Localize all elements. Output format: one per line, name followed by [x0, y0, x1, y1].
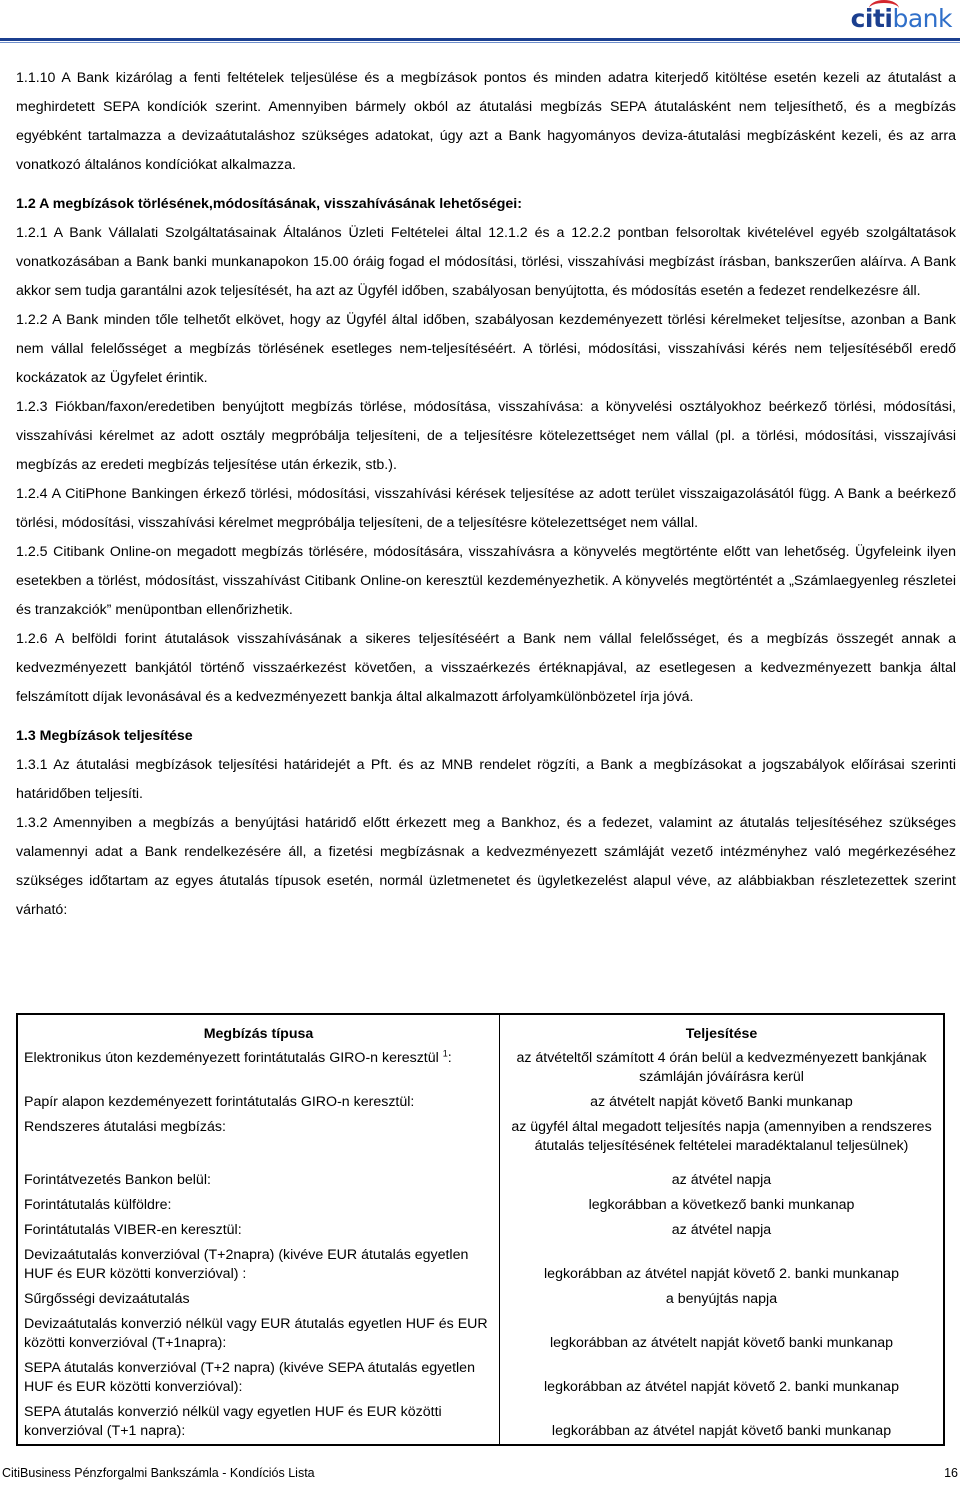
execution-table [16, 1013, 945, 1446]
logo-citi: citi [851, 4, 893, 33]
paragraph-1-3-1: 1.3.1 Az átutalási megbízások teljesítési határidejét a Pft. és az MNB rendelet rögzíti, a Bank a megbízásokat a jogszabályok előírásai szerinti határidőben teljesíti. [16, 757, 956, 802]
paragraph-1-3-2: 1.3.2 Amennyiben a megbízás a benyújtási határidő előtt érkezett meg a Bankhoz, és a fedezet, valamint az átutalás teljesítéséhez szükséges valamennyi adat a Bank rendelkezésére áll, a fizetési megbízásnak a kedvezményezett számláját vezető intézményhez való megérkezéséhez szükséges időtartam az egyes átutalás típusok esetén, normál üzletmenetet és ügyletkezelést alapul véve, az alábbiakban részletezettek szerint várható: [16, 815, 956, 918]
cell-value: legkorábban a következő banki munkanap [588, 1197, 855, 1213]
table-row [17, 1312, 944, 1356]
citibank-logo [851, 4, 952, 34]
table-row [17, 1168, 944, 1193]
page-number: 16 [944, 1466, 958, 1480]
cell-type: Sűrgősségi devizaátutalás [17, 1287, 500, 1312]
cell-value: legkorábban az átvételt napját követő banki munkanap [549, 1335, 894, 1351]
footer-title: CitiBusiness Pénzforgalmi Bankszámla - Kondíciós Lista [2, 1466, 315, 1480]
cell-value: legkorábban az átvétel napját követő banki munkanap [551, 1423, 892, 1439]
heading-1-2: 1.2 A megbízások törlésének,módosításának, visszahívásának lehetőségei: [16, 196, 522, 212]
cell-type: Forintátutalás külföldre: [17, 1193, 500, 1218]
cell-value: legkorábban az átvétel napját követő 2. banki munkanap [544, 1266, 899, 1282]
column-header-type: Megbízás típusa [17, 1014, 500, 1046]
table-row [17, 1115, 944, 1168]
cell-type: Devizaátutalás konverzió nélkül vagy EUR átutalás egyetlen HUF és EUR közötti konverzióval (T+1napra): [17, 1312, 500, 1356]
cell-value: az átvétel napja [671, 1222, 772, 1238]
cell-value: az átvételt napját követő Banki munkanap [590, 1094, 853, 1110]
cell-type: Devizaátutalás konverzióval (T+2napra) (kivéve EUR átutalás egyetlen HUF és EUR közötti konverzióval) : [17, 1243, 500, 1287]
logo-arc-icon [869, 0, 899, 17]
cell-value: a benyújtás napja [665, 1291, 778, 1307]
logo-bank: bank [892, 4, 952, 33]
header-rule [0, 38, 960, 41]
heading-1-3: 1.3 Megbízások teljesítése [16, 728, 193, 744]
table-row [17, 1193, 944, 1218]
paragraph-1-1-10: 1.1.10 A Bank kizárólag a fenti feltételek teljesülése és a megbízások pontos és minden adatra kiterjedő kitöltése esetén kezeli az átutalást a meghirdetett SEPA kondíciók szerint. Amennyiben bármely okból az átutalási megbízás SEPA átutalásként nem teljesíthető, és a megbízás egyébként tartalmazza a devizaátutaláshoz szükséges adatokat, úgy azt a Bank hagyományos deviza-átutalási megbízásként kezeli, és az arra vonatkozó általános kondíciókat alkalmazza. [16, 70, 956, 173]
cell-value: az átvételtől számított 4 órán belül a kedvezményezett bankjának számláján jóváírásra kerül [516, 1050, 927, 1085]
cell-type: Elektronikus úton kezdeményezett forintátutalás GIRO-n keresztül $^1$: [17, 1046, 500, 1090]
paragraph-1-2-6: 1.2.6 A belföldi forint átutalások visszahívásának a sikeres teljesítéséért a Bank nem vállal felelősséget, és a megbízás összegét annak a kedvezményezett bankjától történő visszaérkezést követően, a visszaérkezés értéknapjával, az esetlegesen a kedvezményezett bankja által felszámított díjak levonásával és a kedvezményezett bankja által alkalmazott árfolyamkülönbözetel írja jóvá. [16, 631, 956, 705]
table-row [17, 1356, 944, 1400]
table-row [17, 1287, 944, 1312]
cell-type: Papír alapon kezdeményezett forintátutalás GIRO-n keresztül: [17, 1090, 500, 1115]
cell-type: SEPA átutalás konverzióval (T+2 napra) (kivéve SEPA átutalás egyetlen HUF és EUR közötti konverzióval): [17, 1356, 500, 1400]
cell-type: SEPA átutalás konverzió nélkül vagy egyetlen HUF és EUR közötti konverzióval (T+1 napra): [17, 1400, 500, 1445]
cell-type: Forintátvezetés Bankon belül: [17, 1168, 500, 1193]
cell-value: legkorábban az átvétel napját követő 2. banki munkanap [544, 1379, 899, 1395]
cell-value: az ügyfél által megadott teljesítés napja (amennyiben a rendszeres átutalás teljesítésének feltételei maradéktalanul teljesülnek) [511, 1119, 932, 1154]
paragraph-1-2-4: 1.2.4 A CitiPhone Bankingen érkező törlési, módosítási, visszahívási kérések teljesítése az adott terület visszaigazolásától függ. A Bank a beérkező törlési, módosítási, visszahívási kérelmet megpróbálja teljesíteni, de a teljesítésre kötelezettséget nem vállal. [16, 486, 956, 531]
table-row [17, 1090, 944, 1115]
cell-type: Forintátutalás VIBER-en keresztül: [17, 1218, 500, 1243]
footnote-marker: 1 [442, 1048, 448, 1059]
table-row [17, 1243, 944, 1287]
paragraph-1-2-2: 1.2.2 A Bank minden tőle telhetőt elkövet, hogy az Ügyfél által időben, szabályosan kezdeményezett törlési kérelmeket teljesítse, azonban a Bank nem vállal felelősséget a megbízás törlésének esetleges nem-teljesítéséért. A törlési, módosítási, visszahívási kérés nem teljesítéséből eredő kockázatok az Ügyfelet érintik. [16, 312, 956, 386]
paragraph-1-2-3: 1.2.3 Fiókban/faxon/eredetiben benyújtott megbízás törlése, módosítása, visszahívása: a könyvelési osztályokhoz beérkező törlési, módosítási, visszahívási kérelmet az adott osztály megpróbálja teljesíteni, de a teljesítésre kötelezettséget nem vállal (pl. a törlési, módosítási, visszajívási megbízás az eredeti megbízás teljesítése után érkezik, stb.). [16, 399, 956, 473]
document-body [16, 64, 956, 925]
table-row [17, 1400, 944, 1445]
table-row [17, 1218, 944, 1243]
paragraph-1-2-5: 1.2.5 Citibank Online-on megadott megbízás törlésére, módosítására, visszahívásra a könyvelés megtörténte előtt van lehetőség. Ügyfeleink ilyen esetekben a törlést, módosítást, visszahívást Citibank Online-on keresztül kezdeményezhetik. A könyvelés megtörténtét a „Számlaegyenleg részletei és tranzakciók” menüpontban ellenőrizhetik. [16, 544, 956, 618]
column-header-execution: Teljesítése [685, 1026, 758, 1042]
cell-type: Rendszeres átutalási megbízás: [17, 1115, 500, 1168]
paragraph-1-2-1: 1.2.1 A Bank Vállalati Szolgáltatásainak Általános Üzleti Feltételei által 12.1.2 és a 12.2.2 pontban felsoroltak kivételével egyéb szolgáltatások vonatkozásában a Bank banki munkanapokon 15.00 óráig fogad el módosítási, törlési, visszahívási megbízást írásban, bankszerűen aláírva. A Bank akkor sem tudja garantálni azok teljesítését, ha azt az Ügyfél időben, szabályosan benyújtotta, és módosítás esetén a fedezet rendelkezésre áll. [16, 225, 956, 299]
cell-value: az átvétel napja [671, 1172, 772, 1188]
table-row [17, 1046, 944, 1090]
